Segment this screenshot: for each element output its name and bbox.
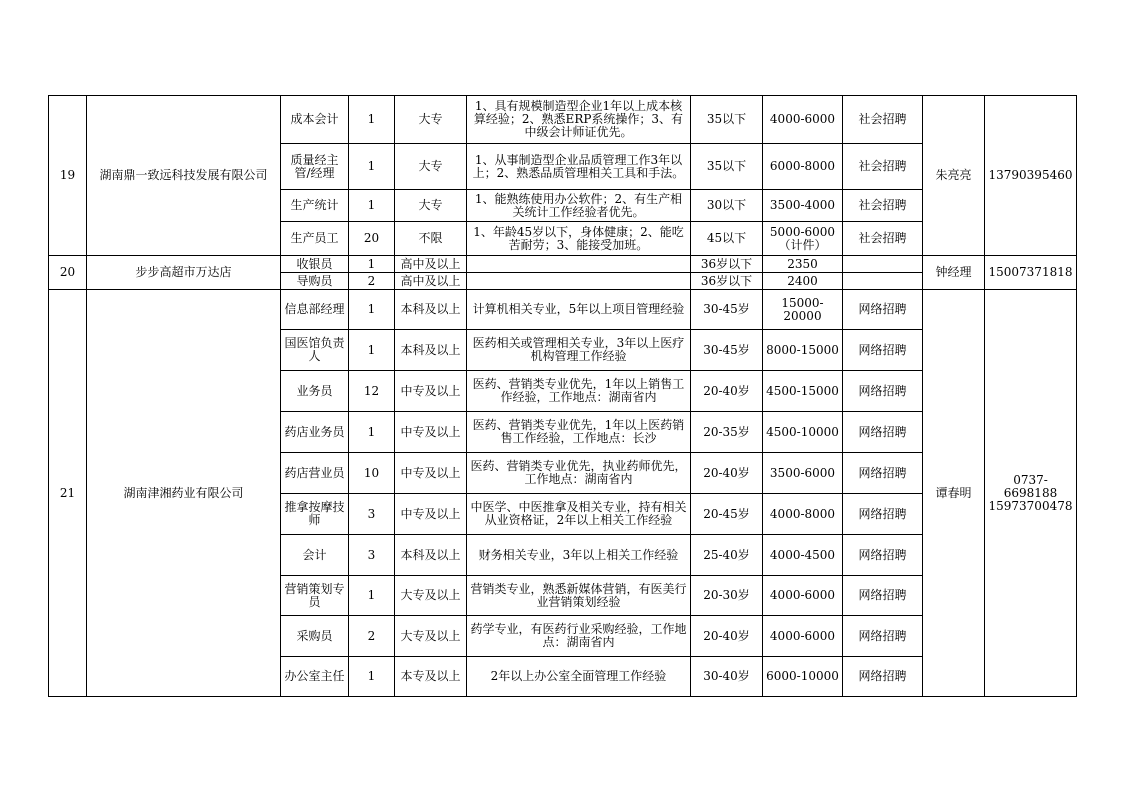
table-row — [49, 256, 1077, 273]
requirement — [467, 256, 691, 273]
requirement: 医药、营销类专业优先，1年以上医药销售工作经验，工作地点：长沙 — [467, 412, 691, 453]
position-name: 生产统计 — [281, 190, 349, 222]
age-range: 20-40岁 — [691, 371, 763, 412]
hire-count: 1 — [349, 290, 395, 330]
company-name: 湖南津湘药业有限公司 — [87, 290, 281, 697]
education: 中专及以上 — [395, 412, 467, 453]
hire-count: 3 — [349, 494, 395, 535]
requirement: 1、能熟练使用办公软件；2、有生产相关统计工作经验者优先。 — [467, 190, 691, 222]
channel: 社会招聘 — [843, 190, 923, 222]
education: 大专及以上 — [395, 616, 467, 657]
hire-count: 1 — [349, 576, 395, 616]
position-name: 采购员 — [281, 616, 349, 657]
age-range: 30-45岁 — [691, 330, 763, 371]
hire-count: 3 — [349, 535, 395, 576]
company-name: 湖南鼎一致远科技发展有限公司 — [87, 96, 281, 256]
hire-count: 20 — [349, 222, 395, 256]
channel: 网络招聘 — [843, 412, 923, 453]
education: 高中及以上 — [395, 256, 467, 273]
phone-line: 15007371818 — [988, 265, 1073, 279]
position-name: 质量经主管/经理 — [281, 144, 349, 190]
education: 本科及以上 — [395, 330, 467, 371]
contact-person: 朱亮亮 — [923, 96, 985, 256]
requirement: 医药、营销类专业优先，执业药师优先，工作地点：湖南省内 — [467, 453, 691, 494]
age-range: 30-40岁 — [691, 657, 763, 697]
table-row — [49, 96, 1077, 144]
hire-count: 1 — [349, 256, 395, 273]
age-range: 20-45岁 — [691, 494, 763, 535]
contact-phone — [985, 96, 1077, 256]
requirement: 药学专业，有医药行业采购经验，工作地点：湖南省内 — [467, 616, 691, 657]
position-name: 药店营业员 — [281, 453, 349, 494]
salary: 4000-6000 — [763, 96, 843, 144]
contact-person: 谭春明 — [923, 290, 985, 697]
channel: 网络招聘 — [843, 576, 923, 616]
hire-count: 1 — [349, 190, 395, 222]
requirement: 财务相关专业，3年以上相关工作经验 — [467, 535, 691, 576]
education: 中专及以上 — [395, 494, 467, 535]
age-range: 30以下 — [691, 190, 763, 222]
age-range: 20-40岁 — [691, 453, 763, 494]
contact-phone — [985, 290, 1077, 697]
position-name: 推拿按摩技师 — [281, 494, 349, 535]
salary: 6000-8000 — [763, 144, 843, 190]
channel: 网络招聘 — [843, 657, 923, 697]
education: 本科及以上 — [395, 290, 467, 330]
hire-count: 1 — [349, 657, 395, 697]
salary: 2350 — [763, 256, 843, 273]
requirement: 医药相关或管理相关专业，3年以上医疗机构管理工作经验 — [467, 330, 691, 371]
salary: 4000-6000 — [763, 576, 843, 616]
company-name: 步步高超市万达店 — [87, 256, 281, 290]
phone-line: 13790395460 — [988, 168, 1073, 182]
channel: 网络招聘 — [843, 290, 923, 330]
salary: 4500-15000 — [763, 371, 843, 412]
age-range: 20-40岁 — [691, 616, 763, 657]
age-range: 35以下 — [691, 144, 763, 190]
channel: 社会招聘 — [843, 96, 923, 144]
position-name: 国医馆负责人 — [281, 330, 349, 371]
requirement: 1、具有规模制造型企业1年以上成本核算经验；2、熟悉ERP系统操作；3、有中级会计师证优先。 — [467, 96, 691, 144]
channel: 网络招聘 — [843, 330, 923, 371]
salary: 15000-20000 — [763, 290, 843, 330]
position-name: 办公室主任 — [281, 657, 349, 697]
education: 中专及以上 — [395, 371, 467, 412]
position-name: 营销策划专员 — [281, 576, 349, 616]
serial-number: 19 — [49, 96, 87, 256]
position-name: 信息部经理 — [281, 290, 349, 330]
channel: 网络招聘 — [843, 453, 923, 494]
channel: 网络招聘 — [843, 616, 923, 657]
education: 大专 — [395, 190, 467, 222]
hire-count: 2 — [349, 273, 395, 290]
channel: 网络招聘 — [843, 371, 923, 412]
age-range: 30-45岁 — [691, 290, 763, 330]
position-name: 业务员 — [281, 371, 349, 412]
salary: 2400 — [763, 273, 843, 290]
salary: 4000-6000 — [763, 616, 843, 657]
requirement: 医药、营销类专业优先，1年以上销售工作经验，工作地点：湖南省内 — [467, 371, 691, 412]
serial-number: 21 — [49, 290, 87, 697]
recruitment-table — [48, 95, 1077, 697]
requirement: 营销类专业，熟悉新媒体营销，有医美行业营销策划经验 — [467, 576, 691, 616]
serial-number: 20 — [49, 256, 87, 290]
hire-count: 2 — [349, 616, 395, 657]
position-name: 会计 — [281, 535, 349, 576]
channel — [843, 256, 923, 273]
channel: 社会招聘 — [843, 222, 923, 256]
salary: 4000-4500 — [763, 535, 843, 576]
phone-line: 0737-6698188 — [1003, 472, 1058, 500]
requirement: 中医学、中医推拿及相关专业，持有相关从业资格证，2年以上相关工作经验 — [467, 494, 691, 535]
education: 本科及以上 — [395, 535, 467, 576]
contact-person: 钟经理 — [923, 256, 985, 290]
age-range: 36岁以下 — [691, 273, 763, 290]
position-name: 成本会计 — [281, 96, 349, 144]
salary: 4000-8000 — [763, 494, 843, 535]
age-range: 20-35岁 — [691, 412, 763, 453]
requirement: 1、年龄45岁以下，身体健康；2、能吃苦耐劳；3、能接受加班。 — [467, 222, 691, 256]
education: 大专及以上 — [395, 576, 467, 616]
hire-count: 1 — [349, 330, 395, 371]
education: 大专 — [395, 144, 467, 190]
hire-count: 1 — [349, 96, 395, 144]
table-row — [49, 290, 1077, 330]
channel — [843, 273, 923, 290]
age-range: 20-30岁 — [691, 576, 763, 616]
education: 不限 — [395, 222, 467, 256]
requirement — [467, 273, 691, 290]
salary: 3500-4000 — [763, 190, 843, 222]
education: 高中及以上 — [395, 273, 467, 290]
salary: 3500-6000 — [763, 453, 843, 494]
requirement: 1、从事制造型企业品质管理工作3年以上；2、熟悉品质管理相关工具和手法。 — [467, 144, 691, 190]
salary: 8000-15000 — [763, 330, 843, 371]
hire-count: 1 — [349, 412, 395, 453]
education: 中专及以上 — [395, 453, 467, 494]
position-name: 导购员 — [281, 273, 349, 290]
education: 本专及以上 — [395, 657, 467, 697]
requirement: 计算机相关专业，5年以上项目管理经验 — [467, 290, 691, 330]
education: 大专 — [395, 96, 467, 144]
hire-count: 12 — [349, 371, 395, 412]
position-name: 收银员 — [281, 256, 349, 273]
position-name: 生产员工 — [281, 222, 349, 256]
channel: 社会招聘 — [843, 144, 923, 190]
salary: 4500-10000 — [763, 412, 843, 453]
position-name: 药店业务员 — [281, 412, 349, 453]
age-range: 36岁以下 — [691, 256, 763, 273]
contact-phone — [985, 256, 1077, 290]
age-range: 25-40岁 — [691, 535, 763, 576]
requirement: 2年以上办公室全面管理工作经验 — [467, 657, 691, 697]
hire-count: 10 — [349, 453, 395, 494]
salary: 5000-6000（计件） — [763, 222, 843, 256]
channel: 网络招聘 — [843, 535, 923, 576]
age-range: 45以下 — [691, 222, 763, 256]
channel: 网络招聘 — [843, 494, 923, 535]
hire-count: 1 — [349, 144, 395, 190]
salary: 6000-10000 — [763, 657, 843, 697]
age-range: 35以下 — [691, 96, 763, 144]
phone-line: 15973700478 — [988, 498, 1073, 513]
